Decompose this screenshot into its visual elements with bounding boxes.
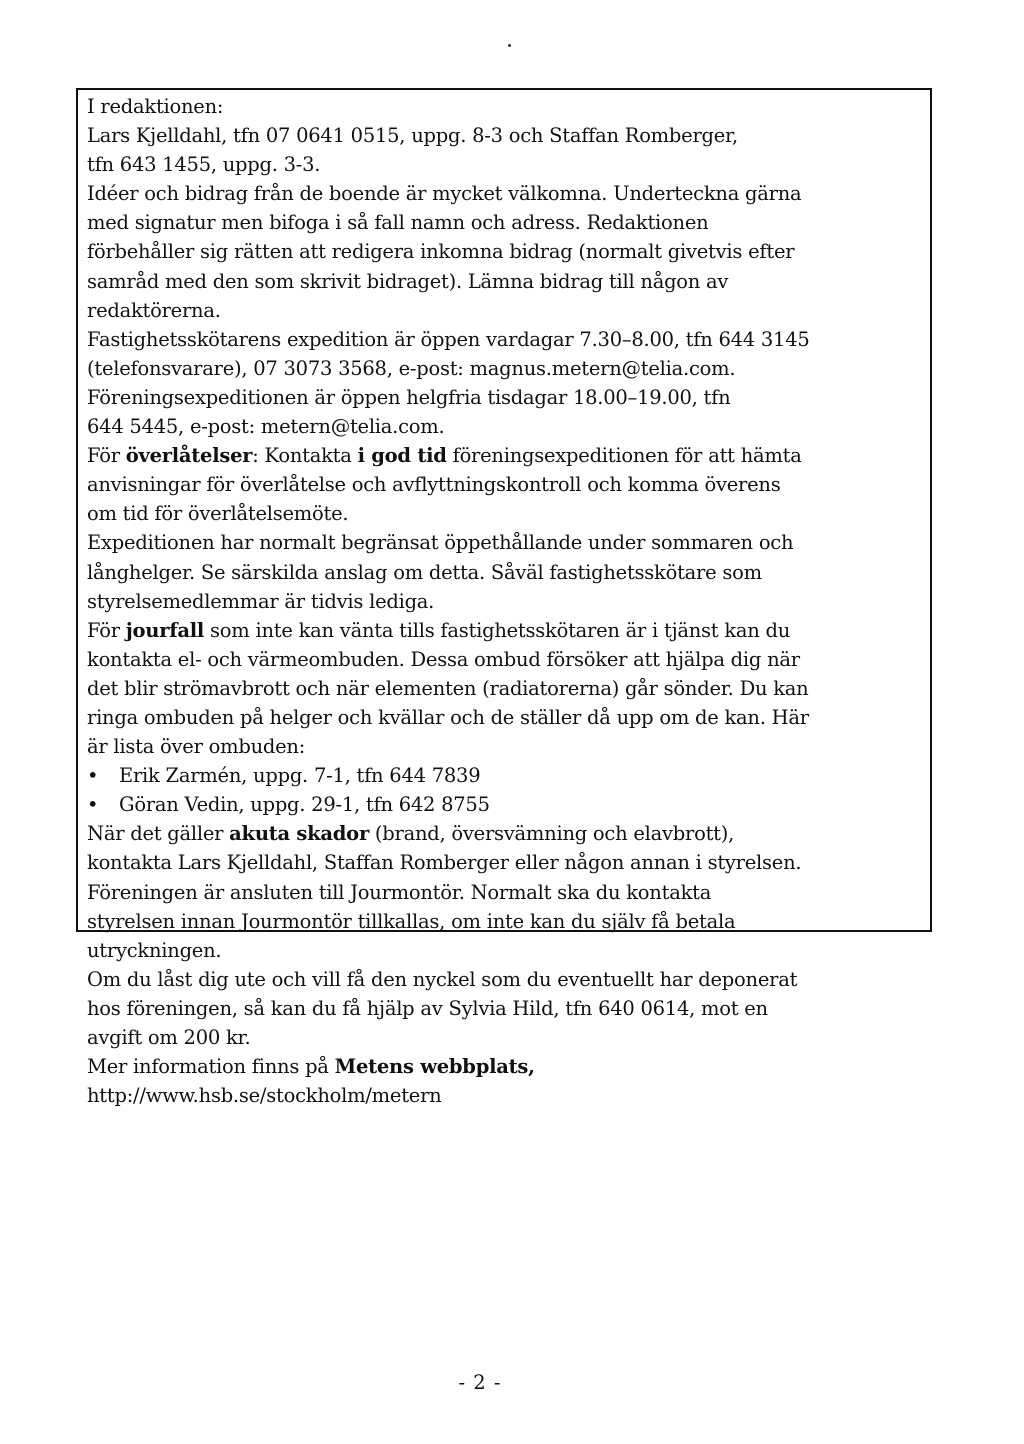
list-item-text: Göran Vedin, uppg. 29-1, tfn 642 8755	[119, 793, 490, 817]
text-line: Expeditionen har normalt begränsat öppethållande under sommaren och	[87, 531, 794, 555]
info-box	[76, 88, 932, 1108]
text-run: För	[87, 618, 126, 642]
list-item-text: Erik Zarmén, uppg. 7-1, tfn 644 7839	[119, 764, 481, 788]
text-line: samråd med den som skrivit bidraget). Lämna bidrag till någon av	[87, 269, 729, 293]
text-line: avgift om 200 kr.	[87, 1026, 251, 1049]
bold-text-emergency: jourfall	[125, 618, 205, 642]
text-line-acute-damage	[87, 819, 924, 848]
text-run: : Kontakta	[252, 444, 358, 468]
text-run: föreningsexpeditionen för att hämta	[446, 444, 802, 468]
text-line-emergency	[87, 616, 924, 645]
text-line: Fastighetsskötarens expedition är öppen vardagar 7.30–8.00, tfn 644 3145	[87, 327, 810, 351]
text-line: kontakta Lars Kjelldahl, Staffan Romberger eller någon annan i styrelsen.	[87, 851, 802, 875]
text-run: Mer information finns på	[87, 1055, 335, 1079]
text-line: anvisningar för överlåtelse och avflyttningskontroll och komma överens	[87, 473, 781, 497]
bold-text-transfers: överlåtelser	[125, 444, 253, 468]
text-run: När det gäller	[87, 822, 230, 846]
bold-text-acute-damage: akuta skador	[229, 822, 369, 846]
text-run: som inte kan vänta tills fastighetsskötaren är i tjänst kan du	[204, 618, 791, 642]
text-run: (brand, översvämning och elavbrott),	[368, 822, 735, 846]
text-run: För	[87, 444, 126, 468]
text-line: hos föreningen, så kan du få hjälp av Sylvia Hild, tfn 640 0614, mot en	[87, 996, 768, 1020]
text-line-transfers	[87, 441, 924, 470]
text-line: det blir strömavbrott och när elementen (radiatorerna) går sönder. Du kan	[87, 676, 809, 700]
bullet-icon: •	[87, 764, 99, 788]
text-line: styrelsemedlemmar är tidvis lediga.	[87, 589, 435, 613]
text-line-website	[87, 1052, 924, 1081]
text-line: Föreningen är ansluten till Jourmontör. Normalt ska du kontakta	[87, 880, 712, 904]
text-line: I redaktionen:	[87, 95, 224, 118]
website-url: http://www.hsb.se/stockholm/metern	[87, 1084, 442, 1108]
text-line: ringa ombuden på helger och kvällar och de ställer då upp om de kan. Här	[87, 705, 809, 729]
text-line: styrelsen innan Jourmontör tillkallas, om inte kan du själv få betala	[87, 909, 736, 933]
text-line: tfn 643 1455, uppg. 3-3.	[87, 153, 321, 177]
text-line: om tid för överlåtelsemöte.	[87, 502, 349, 526]
text-line: långhelger. Se särskilda anslag om detta. Såväl fastighetsskötare som	[87, 560, 762, 584]
text-line: 644 5445, e-post: metern@telia.com.	[87, 415, 445, 439]
text-line: Om du låst dig ute och vill få den nyckel som du eventuellt har deponerat	[87, 967, 798, 991]
text-line: är lista över ombuden:	[87, 735, 306, 759]
text-line: utryckningen.	[87, 938, 222, 962]
bold-text-website: Metens webbplats,	[334, 1055, 535, 1079]
bullet-icon: •	[87, 793, 99, 817]
text-line: förbehåller sig rätten att redigera inkomna bidrag (normalt givetvis efter	[87, 240, 795, 264]
page-number: - 2 -	[458, 1371, 502, 1394]
text-line: Lars Kjelldahl, tfn 07 0641 0515, uppg. 8-3 och Staffan Romberger,	[87, 124, 738, 148]
text-line: kontakta el- och värmeombuden. Dessa ombud försöker att hjälpa dig när	[87, 647, 800, 671]
text-line: Idéer och bidrag från de boende är mycket välkomna. Underteckna gärna	[87, 182, 802, 206]
text-line: Föreningsexpeditionen är öppen helgfria tisdagar 18.00–19.00, tfn	[87, 385, 731, 409]
text-line: redaktörerna.	[87, 298, 221, 322]
text-line: med signatur men bifoga i så fall namn och adress. Redaktionen	[87, 211, 709, 235]
list-item	[87, 790, 924, 819]
list-item	[87, 761, 924, 790]
scan-dot	[508, 44, 511, 47]
text-line: (telefonsvarare), 07 3073 3568, e-post: magnus.metern@telia.com.	[87, 356, 736, 380]
bold-text-in-good-time: i god tid	[357, 444, 447, 468]
